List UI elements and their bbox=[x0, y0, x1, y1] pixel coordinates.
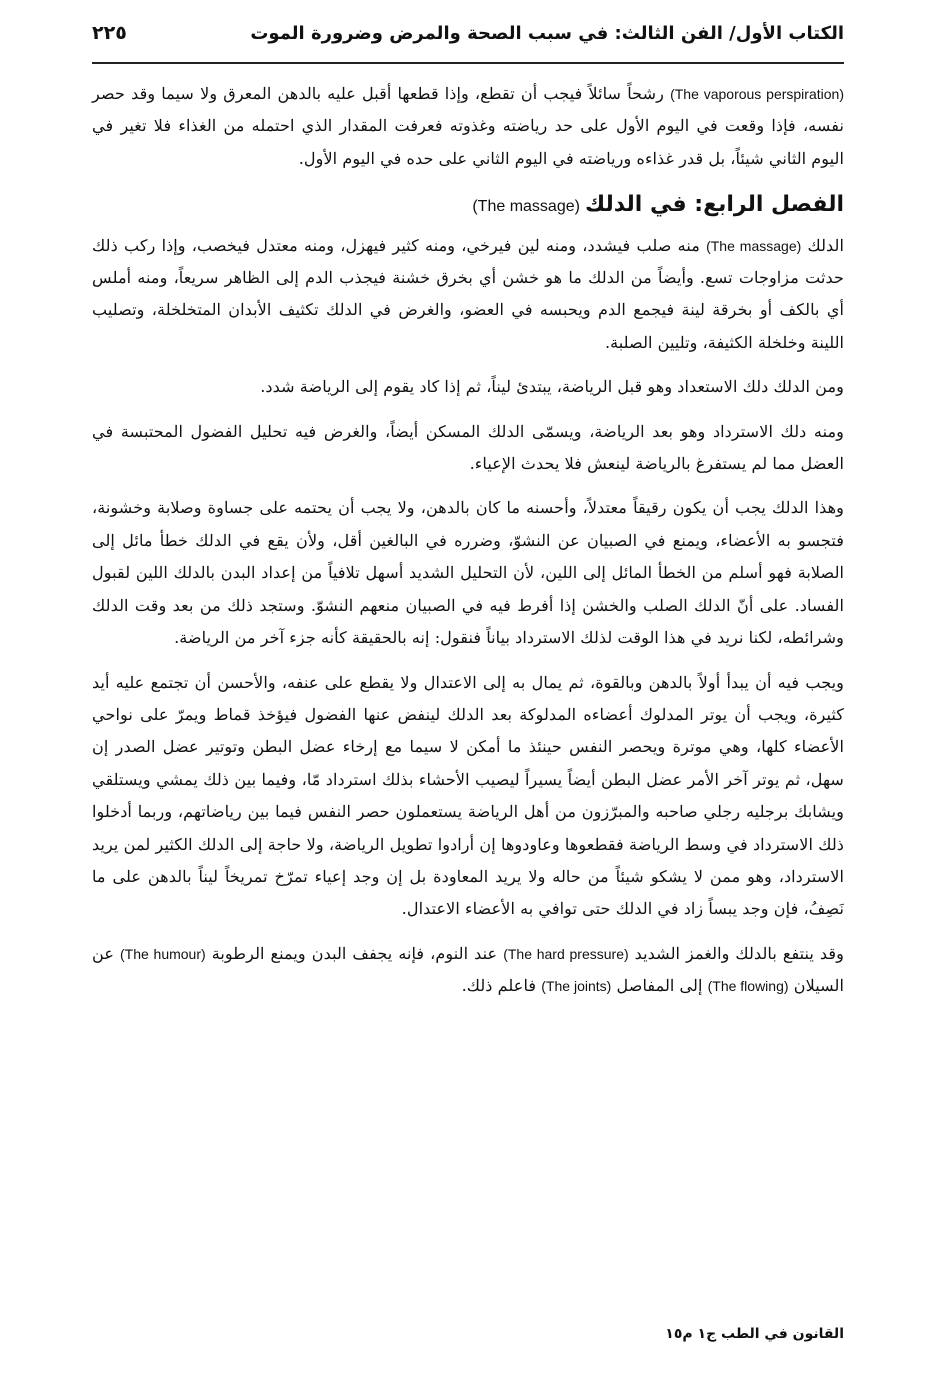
body-text bbox=[92, 78, 844, 1015]
paragraph bbox=[92, 416, 844, 481]
header-rule bbox=[92, 62, 844, 64]
section-heading-arabic: الفصل الرابع: في الدلك bbox=[585, 192, 844, 218]
english-term: (The humour) bbox=[120, 945, 206, 962]
text-run: ومنه دلك الاسترداد وهو بعد الرياضة، ويسمّى الدلك المسكن أيضاً، والغرض فيه تحليل الفضول المحتبسة في العضل مما لم يستفرغ بالرياضة لينعش فلا يحدث الإعياء. bbox=[92, 421, 844, 474]
text-run: فاعلم ذلك. bbox=[461, 976, 537, 996]
english-term: (The hard pressure) bbox=[503, 945, 629, 962]
english-term: (The joints) bbox=[541, 978, 612, 995]
page-header bbox=[92, 16, 844, 50]
section-heading bbox=[92, 189, 844, 223]
section-heading-english: (The massage) bbox=[472, 198, 580, 216]
english-term: (The vaporous perspiration) bbox=[670, 86, 844, 102]
paragraph bbox=[92, 371, 844, 403]
text-run: ولا سيما وقد حصر نفسه، فإذا وقعت في اليوم الأول على حد رياضته وغذوته فعرفت المقدار الذي احتمله من الغذاء فلا تغير في اليوم الثاني شيئاً، بل قدر غذاءه ورياضته في اليوم الثاني على حده في اليوم الأول. bbox=[92, 84, 844, 168]
paragraph bbox=[92, 667, 844, 926]
paragraph bbox=[92, 230, 844, 360]
text-run: وهذا الدلك يجب أن يكون رقيقاً معتدلاً، وأحسنه ما كان بالدهن، ولا يجب أن يحتمه على جساوة وصلابة وخشونة، فتجسو به الأعضاء، ويمنع في الصبيان عن النشوّ، وضرره في البالغين أقل، ولأن يقع في الدلك خطأ مائل إلى الصلابة فهو أسلم من الخطأ المائل إلى اللين، لأن التحليل الشديد أسهل تلافياً من إعداد البدن بالدلك اللين لقبول الفساد. على أنّ الدلك الصلب والخشن إذا أفرط فيه في الصبيان منعهم النشوّ. وستجد ذلك من بعد وقت الدلك وشرائطه، لكنا نريد في هذا الوقت لذلك الاسترداد بياناً فنقول: إنه بالحقيقة كأنه جزء آخر من الرياضة. bbox=[92, 498, 845, 648]
paragraph bbox=[92, 938, 844, 1003]
text-run: منه صلب فيشدد، ومنه لين فيرخي، ومنه كثير فيهزل، ومنه معتدل فيخصب، وإذا ركب ذلك حدثت مزاوجات تسع. وأيضاً من الدلك ما هو خشن أي بخرق خشنة فيجذب الدم إلى الظاهر سريعاً، ومنه أملس أي بالكف أو بخرقة لينة فيجمع الدم ويحبسه في العضو، والغرض في الدلك تكثيف الأبدان المتخلخلة، وتصليب اللينة وخلخلة الكثيفة، وتليين الصلبة. bbox=[92, 235, 844, 352]
text-run: ومن الدلك دلك الاستعداد وهو قبل الرياضة، يبتدئ ليناً، ثم إذا كاد يقوم إلى الرياضة شدد. bbox=[260, 377, 844, 397]
text-run: عن السيلان bbox=[92, 943, 844, 996]
page-number: ٢٢٥ bbox=[92, 22, 127, 44]
page-footer-signature: القانون في الطب ج١ م١٥ bbox=[665, 1326, 844, 1342]
text-run: إلى المفاصل bbox=[616, 976, 703, 996]
text-run: عند النوم، فإنه يجفف البدن ويمنع الرطوبة bbox=[211, 943, 498, 963]
running-title: الكتاب الأول/ الفن الثالث: في سبب الصحة والمرض وضرورة الموت bbox=[250, 22, 844, 44]
english-term: (The massage) bbox=[706, 237, 802, 254]
text-run: ويجب فيه أن يبدأ أولاً بالدهن وبالقوة، ثم يمال به إلى الاعتدال ولا يقطع على عنفه، والأحسن أن تجتمع عليه أيد كثيرة، ويجب أن يوتر المدلوك أعضاءه المدلوكة بعد الدلك لينفض عنها الفضول فيؤخذ قماط ويمرّ على نواحي الأعضاء كلها، وهي موترة ويحصر النفس حينئذ ما أمكن لا سيما مع إرخاء عضل البطن وتوتير عضل الصدر إن سهل، ثم يوتر آخر الأمر عضل البطن أيضاً يسيراً ليصيب الأحشاء بذلك استرداد مّا، وفيما بين ذلك يمشي ويستلقي ويشابك برجليه رجلي صاحبه والمبرّزون من أهل الرياضة يستعملون حصر النفس فيما بين رياضاتهم، وربما أدخلوا ذلك الاسترداد في وسط الرياضة فقطعوها وعاودوها إن أرادوا تطويل الرياضة، ولا حاجة إلى الدلك الكثير لمن يريد الاسترداد، وهو ممن لا يشكو شيئاً من حاله ولا يريد المعاودة بل إن وجد إعياء تمرّخ تمريخاً ليناً بالدهن على ما نَصِفُ، فإن وجد يبساً زاد في الدلك حتى توافي به الأعضاء الاعتدال. bbox=[92, 672, 844, 919]
english-term: (The flowing) bbox=[707, 978, 789, 995]
paragraph bbox=[92, 492, 844, 654]
text-run: رشحاً سائلاً فيجب أن تقطع، وإذا قطعها أقبل عليه بالدهن المعرق bbox=[223, 84, 664, 103]
text-run: الدلك bbox=[807, 235, 844, 255]
text-run: وقد ينتفع بالدلك والغمز الشديد bbox=[634, 943, 844, 963]
paragraph bbox=[92, 78, 844, 175]
